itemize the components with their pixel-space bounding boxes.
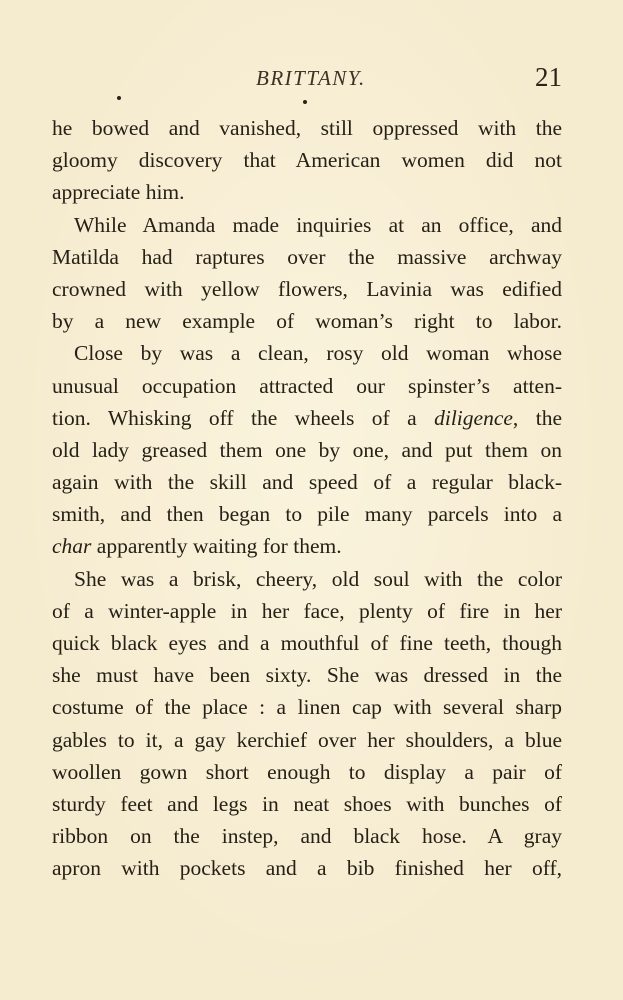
text-line: She was a brisk, cheery, old soul with the color	[74, 566, 562, 591]
italic-word: diligence	[434, 405, 513, 430]
text-line: Matilda had raptures over the massive archway	[52, 244, 562, 269]
text-line: again with the skill and speed of a regular black-	[52, 470, 562, 495]
text-line: tion. Whisking off the wheels of a diligence, the	[52, 405, 562, 430]
body-text	[52, 112, 562, 885]
text-line: costume of the place : a linen cap with several sharp	[52, 695, 562, 720]
running-title: BRITTANY.	[256, 66, 366, 90]
text-line: char apparently waiting for them.	[52, 534, 342, 559]
text-line: crowned with yellow flowers, Lavinia was edified	[52, 276, 562, 301]
ink-speck	[303, 100, 307, 104]
text-line: appreciate him.	[52, 180, 185, 205]
text-line: by a new example of woman’s right to labor.	[52, 309, 562, 334]
text-line: old lady greased them one by one, and put them on	[52, 437, 562, 462]
text-line: woollen gown short enough to display a pair of	[52, 759, 562, 784]
text-line: of a winter-apple in her face, plenty of fire in her	[52, 598, 562, 623]
text-line: While Amanda made inquiries at an office, and	[74, 212, 562, 237]
italic-word: char	[52, 534, 92, 559]
text-line: smith, and then began to pile many parcels into a	[52, 502, 562, 527]
text-line: ribbon on the instep, and black hose. A gray	[52, 824, 562, 849]
page-number: 21	[535, 62, 562, 92]
text-line: apron with pockets and a bib finished her off,	[52, 856, 562, 881]
text-line: sturdy feet and legs in neat shoes with bunches of	[52, 791, 562, 816]
text-line: she must have been sixty. She was dressed in the	[52, 663, 562, 688]
running-head	[52, 62, 562, 98]
text-line: Close by was a clean, rosy old woman whose	[74, 341, 562, 366]
text-line: gables to it, a gay kerchief over her shoulders, a blue	[52, 727, 562, 752]
text-line: quick black eyes and a mouthful of fine teeth, though	[52, 631, 562, 655]
text-line: unusual occupation attracted our spinster’s atten-	[52, 373, 562, 398]
text-line: he bowed and vanished, still oppressed with the	[52, 116, 562, 140]
text-line: gloomy discovery that American women did not	[52, 148, 562, 173]
